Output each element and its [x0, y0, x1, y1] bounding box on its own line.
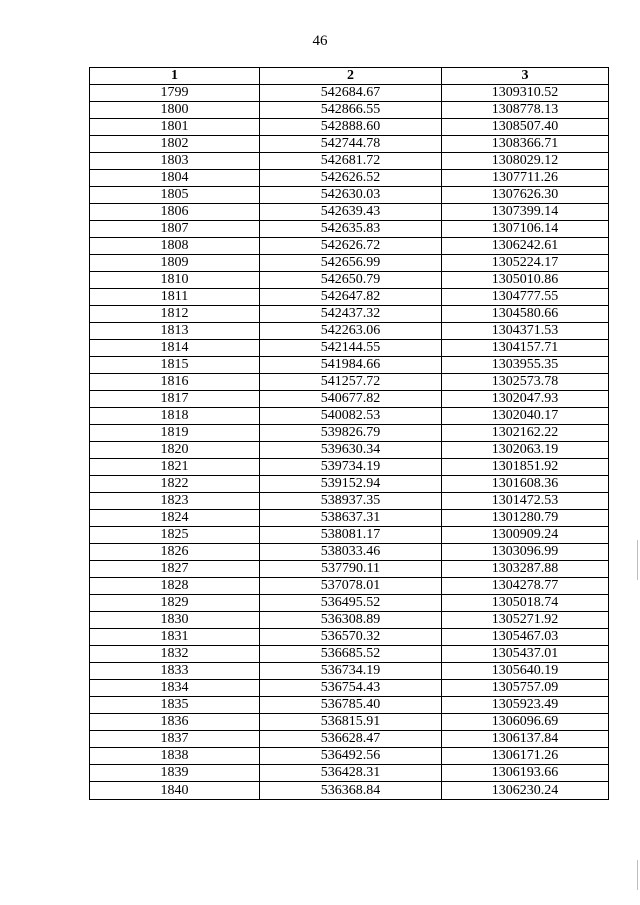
point-number-cell: 1839: [90, 765, 260, 782]
x-coordinate-cell: 536492.56: [260, 748, 442, 765]
table-row: [90, 578, 609, 595]
y-coordinate-cell: 1306171.26: [442, 748, 609, 765]
x-coordinate-cell: 542144.55: [260, 340, 442, 357]
point-number-cell: 1835: [90, 697, 260, 714]
point-number-cell: 1832: [90, 646, 260, 663]
y-coordinate-cell: 1302573.78: [442, 374, 609, 391]
x-coordinate-cell: 542630.03: [260, 187, 442, 204]
coordinates-table: [89, 67, 609, 800]
point-number-cell: 1802: [90, 136, 260, 153]
y-coordinate-cell: 1307711.26: [442, 170, 609, 187]
y-coordinate-cell: 1308778.13: [442, 102, 609, 119]
table-row: [90, 510, 609, 527]
point-number-cell: 1824: [90, 510, 260, 527]
point-number-cell: 1816: [90, 374, 260, 391]
point-number-cell: 1813: [90, 323, 260, 340]
x-coordinate-cell: 536308.89: [260, 612, 442, 629]
table-row: [90, 663, 609, 680]
point-number-cell: 1837: [90, 731, 260, 748]
x-coordinate-cell: 542681.72: [260, 153, 442, 170]
y-coordinate-cell: 1304278.77: [442, 578, 609, 595]
y-coordinate-cell: 1307626.30: [442, 187, 609, 204]
x-coordinate-cell: 542684.67: [260, 85, 442, 102]
point-number-cell: 1809: [90, 255, 260, 272]
x-coordinate-cell: 536734.19: [260, 663, 442, 680]
table-row: [90, 561, 609, 578]
point-number-cell: 1833: [90, 663, 260, 680]
table-row: [90, 255, 609, 272]
point-number-cell: 1811: [90, 289, 260, 306]
table-row: [90, 714, 609, 731]
x-coordinate-cell: 538637.31: [260, 510, 442, 527]
point-number-cell: 1804: [90, 170, 260, 187]
table-row: [90, 442, 609, 459]
table-row: [90, 170, 609, 187]
column-header-2: 2: [260, 68, 442, 85]
table-row: [90, 493, 609, 510]
point-number-cell: 1822: [90, 476, 260, 493]
x-coordinate-cell: 541257.72: [260, 374, 442, 391]
y-coordinate-cell: 1305923.49: [442, 697, 609, 714]
point-number-cell: 1799: [90, 85, 260, 102]
table-row: [90, 153, 609, 170]
x-coordinate-cell: 538033.46: [260, 544, 442, 561]
table-row: [90, 289, 609, 306]
table-row: [90, 323, 609, 340]
table-row: [90, 527, 609, 544]
table-header: [90, 68, 609, 85]
table-row: [90, 102, 609, 119]
y-coordinate-cell: 1305010.86: [442, 272, 609, 289]
point-number-cell: 1814: [90, 340, 260, 357]
point-number-cell: 1808: [90, 238, 260, 255]
y-coordinate-cell: 1307399.14: [442, 204, 609, 221]
table-row: [90, 408, 609, 425]
x-coordinate-cell: 537078.01: [260, 578, 442, 595]
y-coordinate-cell: 1306096.69: [442, 714, 609, 731]
y-coordinate-cell: 1303096.99: [442, 544, 609, 561]
x-coordinate-cell: 540082.53: [260, 408, 442, 425]
y-coordinate-cell: 1306242.61: [442, 238, 609, 255]
x-coordinate-cell: 542635.83: [260, 221, 442, 238]
x-coordinate-cell: 538081.17: [260, 527, 442, 544]
y-coordinate-cell: 1304371.53: [442, 323, 609, 340]
x-coordinate-cell: 542639.43: [260, 204, 442, 221]
point-number-cell: 1803: [90, 153, 260, 170]
point-number-cell: 1818: [90, 408, 260, 425]
point-number-cell: 1829: [90, 595, 260, 612]
x-coordinate-cell: 536495.52: [260, 595, 442, 612]
x-coordinate-cell: 539734.19: [260, 459, 442, 476]
point-number-cell: 1807: [90, 221, 260, 238]
x-coordinate-cell: 538937.35: [260, 493, 442, 510]
y-coordinate-cell: 1308366.71: [442, 136, 609, 153]
page-number: 46: [312, 33, 328, 49]
y-coordinate-cell: 1300909.24: [442, 527, 609, 544]
y-coordinate-cell: 1301608.36: [442, 476, 609, 493]
y-coordinate-cell: 1305271.92: [442, 612, 609, 629]
point-number-cell: 1806: [90, 204, 260, 221]
point-number-cell: 1825: [90, 527, 260, 544]
y-coordinate-cell: 1305640.19: [442, 663, 609, 680]
x-coordinate-cell: 536428.31: [260, 765, 442, 782]
scan-edge-mark: [637, 540, 638, 580]
table-row: [90, 306, 609, 323]
y-coordinate-cell: 1302040.17: [442, 408, 609, 425]
y-coordinate-cell: 1304580.66: [442, 306, 609, 323]
point-number-cell: 1812: [90, 306, 260, 323]
y-coordinate-cell: 1309310.52: [442, 85, 609, 102]
point-number-cell: 1830: [90, 612, 260, 629]
table-row: [90, 646, 609, 663]
y-coordinate-cell: 1306193.66: [442, 765, 609, 782]
point-number-cell: 1801: [90, 119, 260, 136]
x-coordinate-cell: 542866.55: [260, 102, 442, 119]
y-coordinate-cell: 1305757.09: [442, 680, 609, 697]
x-coordinate-cell: 542888.60: [260, 119, 442, 136]
y-coordinate-cell: 1306230.24: [442, 782, 609, 800]
point-number-cell: 1826: [90, 544, 260, 561]
point-number-cell: 1810: [90, 272, 260, 289]
x-coordinate-cell: 536815.91: [260, 714, 442, 731]
table-row: [90, 459, 609, 476]
table-row: [90, 272, 609, 289]
x-coordinate-cell: 536570.32: [260, 629, 442, 646]
point-number-cell: 1805: [90, 187, 260, 204]
x-coordinate-cell: 537790.11: [260, 561, 442, 578]
table-row: [90, 374, 609, 391]
table-row: [90, 731, 609, 748]
y-coordinate-cell: 1306137.84: [442, 731, 609, 748]
x-coordinate-cell: 539630.34: [260, 442, 442, 459]
table-row: [90, 629, 609, 646]
x-coordinate-cell: 541984.66: [260, 357, 442, 374]
table-row: [90, 357, 609, 374]
y-coordinate-cell: 1305018.74: [442, 595, 609, 612]
y-coordinate-cell: 1303287.88: [442, 561, 609, 578]
table-row: [90, 595, 609, 612]
point-number-cell: 1819: [90, 425, 260, 442]
point-number-cell: 1823: [90, 493, 260, 510]
point-number-cell: 1800: [90, 102, 260, 119]
point-number-cell: 1817: [90, 391, 260, 408]
x-coordinate-cell: 540677.82: [260, 391, 442, 408]
point-number-cell: 1820: [90, 442, 260, 459]
y-coordinate-cell: 1304157.71: [442, 340, 609, 357]
y-coordinate-cell: 1302162.22: [442, 425, 609, 442]
x-coordinate-cell: 542744.78: [260, 136, 442, 153]
table-row: [90, 238, 609, 255]
x-coordinate-cell: 542263.06: [260, 323, 442, 340]
x-coordinate-cell: 542437.32: [260, 306, 442, 323]
point-number-cell: 1834: [90, 680, 260, 697]
table-row: [90, 680, 609, 697]
y-coordinate-cell: 1305467.03: [442, 629, 609, 646]
column-header-3: 3: [442, 68, 609, 85]
column-header-1: 1: [90, 68, 260, 85]
scan-edge-mark: [637, 860, 638, 890]
table-row: [90, 748, 609, 765]
y-coordinate-cell: 1302047.93: [442, 391, 609, 408]
table-row: [90, 612, 609, 629]
table-row: [90, 221, 609, 238]
x-coordinate-cell: 536685.52: [260, 646, 442, 663]
table-row: [90, 425, 609, 442]
x-coordinate-cell: 539152.94: [260, 476, 442, 493]
table-row: [90, 544, 609, 561]
point-number-cell: 1821: [90, 459, 260, 476]
y-coordinate-cell: 1305224.17: [442, 255, 609, 272]
y-coordinate-cell: 1301472.53: [442, 493, 609, 510]
y-coordinate-cell: 1308507.40: [442, 119, 609, 136]
x-coordinate-cell: 542650.79: [260, 272, 442, 289]
x-coordinate-cell: 536754.43: [260, 680, 442, 697]
point-number-cell: 1828: [90, 578, 260, 595]
table-row: [90, 782, 609, 800]
x-coordinate-cell: 536628.47: [260, 731, 442, 748]
header-row: [90, 68, 609, 85]
point-number-cell: 1838: [90, 748, 260, 765]
table-row: [90, 119, 609, 136]
x-coordinate-cell: 542647.82: [260, 289, 442, 306]
table-row: [90, 391, 609, 408]
table-row: [90, 136, 609, 153]
point-number-cell: 1827: [90, 561, 260, 578]
x-coordinate-cell: 542656.99: [260, 255, 442, 272]
y-coordinate-cell: 1307106.14: [442, 221, 609, 238]
x-coordinate-cell: 539826.79: [260, 425, 442, 442]
table-row: [90, 187, 609, 204]
point-number-cell: 1840: [90, 782, 260, 800]
table-row: [90, 476, 609, 493]
y-coordinate-cell: 1305437.01: [442, 646, 609, 663]
table-row: [90, 340, 609, 357]
y-coordinate-cell: 1301851.92: [442, 459, 609, 476]
point-number-cell: 1815: [90, 357, 260, 374]
y-coordinate-cell: 1308029.12: [442, 153, 609, 170]
table-row: [90, 85, 609, 102]
point-number-cell: 1836: [90, 714, 260, 731]
x-coordinate-cell: 536785.40: [260, 697, 442, 714]
x-coordinate-cell: 542626.52: [260, 170, 442, 187]
y-coordinate-cell: 1302063.19: [442, 442, 609, 459]
point-number-cell: 1831: [90, 629, 260, 646]
table-row: [90, 697, 609, 714]
y-coordinate-cell: 1303955.35: [442, 357, 609, 374]
y-coordinate-cell: 1304777.55: [442, 289, 609, 306]
x-coordinate-cell: 536368.84: [260, 782, 442, 800]
table-row: [90, 765, 609, 782]
table-body: [90, 85, 609, 800]
x-coordinate-cell: 542626.72: [260, 238, 442, 255]
y-coordinate-cell: 1301280.79: [442, 510, 609, 527]
table-row: [90, 204, 609, 221]
